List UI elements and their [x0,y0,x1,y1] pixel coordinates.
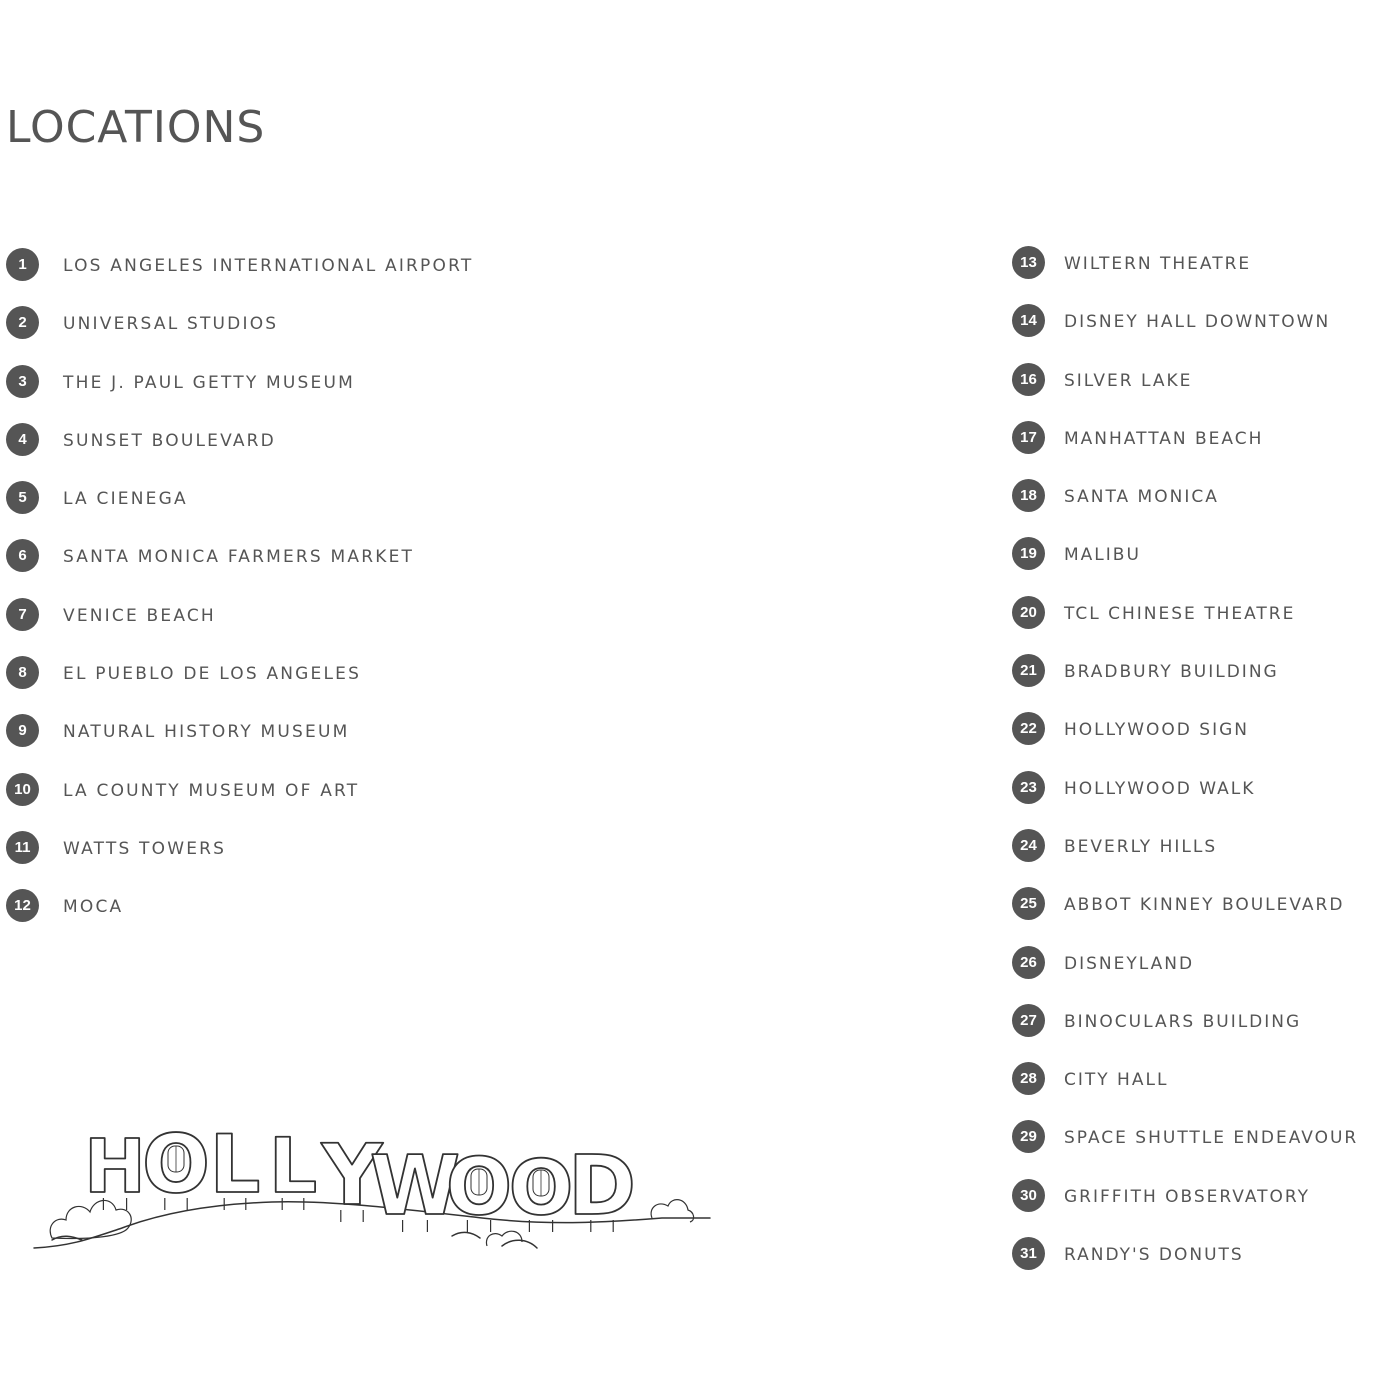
location-item [1012,363,1358,421]
location-name: MALIBU [1064,545,1141,566]
location-number-badge: 18 [1012,479,1045,512]
location-number-badge: 2 [6,306,39,339]
sign-letter-h [84,1124,146,1210]
location-number-badge: 12 [6,889,39,922]
location-name: BEVERLY HILLS [1064,836,1218,857]
location-number-badge: 4 [6,423,39,456]
location-name: WATTS TOWERS [63,838,227,859]
location-name: VENICE BEACH [63,605,216,626]
location-name: BINOCULARS BUILDING [1064,1011,1302,1032]
location-name: LA CIENEGA [63,489,188,510]
location-name: SILVER LAKE [1064,370,1193,391]
location-name: CITY HALL [1064,1070,1169,1091]
svg-text:W: W [369,1139,461,1234]
location-item [6,306,473,364]
location-number-badge: 25 [1012,887,1045,920]
location-item [1012,1179,1358,1237]
sign-letter-l [269,1121,317,1210]
location-item [1012,246,1358,304]
location-item [6,539,473,597]
svg-text:D: D [567,1139,637,1234]
location-name: RANDY'S DONUTS [1064,1245,1244,1266]
location-item [1012,1004,1358,1062]
sign-letter-o [446,1143,512,1233]
location-item [1012,712,1358,770]
svg-text:Y: Y [321,1126,383,1224]
location-name: DISNEY HALL DOWNTOWN [1064,312,1331,333]
location-number-badge: 10 [6,773,39,806]
location-item [1012,537,1358,595]
location-item [1012,829,1358,887]
location-item [1012,654,1358,712]
location-number-badge: 11 [6,831,39,864]
location-item [6,889,473,947]
page-title: LOCATIONS [6,102,266,153]
location-number-badge: 21 [1012,654,1045,687]
sign-letter-o [509,1143,574,1232]
locations-list-right [1012,246,1358,1295]
location-number-badge: 1 [6,248,39,281]
location-item [6,423,473,481]
location-item [6,481,473,539]
location-name: HOLLYWOOD SIGN [1064,720,1249,741]
location-name: GRIFFITH OBSERVATORY [1064,1186,1311,1207]
location-name: TCL CHINESE THEATRE [1064,603,1296,624]
location-item [1012,304,1358,362]
location-number-badge: 9 [6,714,39,747]
location-name: THE J. PAUL GETTY MUSEUM [63,372,355,393]
location-number-badge: 8 [6,656,39,689]
svg-text:O: O [508,1143,574,1232]
location-name: LOS ANGELES INTERNATIONAL AIRPORT [63,256,474,276]
svg-text:L: L [268,1121,318,1210]
location-number-badge: 27 [1012,1004,1045,1037]
locations-list-left [6,248,473,948]
location-item [1012,771,1358,829]
location-item [1012,596,1358,654]
svg-text:O: O [445,1143,513,1233]
location-name: NATURAL HISTORY MUSEUM [63,722,350,743]
location-item [6,365,473,423]
hollywood-sign-illustration [32,1118,712,1260]
location-number-badge: 3 [6,365,39,398]
location-item [6,656,473,714]
location-number-badge: 23 [1012,771,1045,804]
location-item [6,248,473,306]
location-number-badge: 14 [1012,304,1045,337]
location-item [1012,479,1358,537]
location-item [6,598,473,656]
svg-text:L: L [209,1118,261,1211]
location-item [1012,1120,1358,1178]
location-number-badge: 13 [1012,246,1045,279]
sign-letter-l [210,1118,261,1211]
location-name: ABBOT KINNEY BOULEVARD [1064,895,1345,916]
location-number-badge: 5 [6,481,39,514]
svg-text:H: H [84,1124,146,1210]
location-number-badge: 6 [6,539,39,572]
location-name: SANTA MONICA [1064,487,1219,508]
location-item [1012,1237,1358,1295]
location-name: BRADBURY BUILDING [1064,662,1279,683]
location-number-badge: 19 [1012,537,1045,570]
location-number-badge: 30 [1012,1179,1045,1212]
hollywood-letters [84,1118,636,1234]
location-item [6,773,473,831]
location-number-badge: 24 [1012,829,1045,862]
location-number-badge: 26 [1012,946,1045,979]
location-number-badge: 20 [1012,596,1045,629]
location-number-badge: 17 [1012,421,1045,454]
location-number-badge: 22 [1012,712,1045,745]
location-name: SANTA MONICA FARMERS MARKET [63,547,415,568]
location-number-badge: 31 [1012,1237,1045,1270]
location-name: WILTERN THEATRE [1064,254,1252,274]
location-name: HOLLYWOOD WALK [1064,778,1256,799]
location-item [1012,887,1358,945]
location-item [1012,946,1358,1004]
location-item [6,831,473,889]
location-name: SPACE SHUTTLE ENDEAVOUR [1064,1128,1359,1149]
sign-letter-o [142,1118,210,1211]
location-name: SUNSET BOULEVARD [63,430,276,451]
location-number-badge: 16 [1012,363,1045,396]
location-item [1012,1062,1358,1120]
svg-text:O: O [141,1118,211,1211]
location-number-badge: 28 [1012,1062,1045,1095]
location-name: UNIVERSAL STUDIOS [63,314,279,335]
location-item [1012,421,1358,479]
location-name: DISNEYLAND [1064,953,1195,974]
location-name: EL PUEBLO DE LOS ANGELES [63,664,362,685]
location-name: MANHATTAN BEACH [1064,428,1264,449]
location-item [6,714,473,772]
sign-letter-d [568,1139,636,1234]
location-name: LA COUNTY MUSEUM OF ART [63,780,360,801]
location-name: MOCA [63,897,124,918]
location-number-badge: 29 [1012,1120,1045,1153]
location-number-badge: 7 [6,598,39,631]
